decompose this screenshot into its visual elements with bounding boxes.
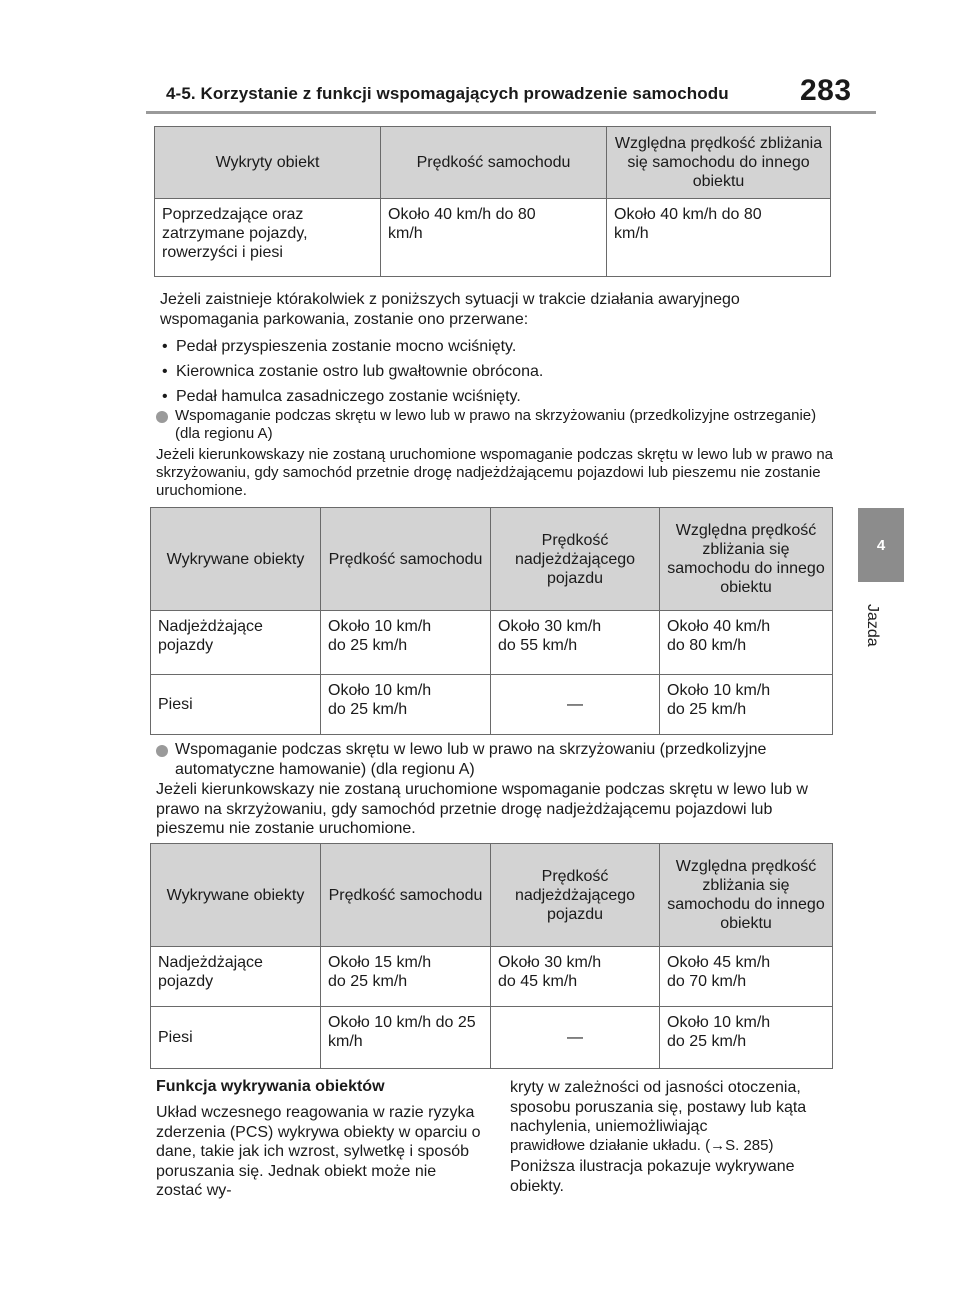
table-cell: Około 10 km/h do 25 km/h — [321, 675, 491, 735]
table-cell: Około 10 km/h do 25 km/h — [321, 611, 491, 675]
section-bullet-icon — [156, 745, 168, 757]
table-header-cell: Prędkość nadjeżdżającego pojazdu — [491, 844, 660, 947]
table-header-cell: Prędkość samochodu — [321, 844, 491, 947]
interruption-conditions — [160, 337, 543, 412]
table-header-cell: Wykrywane obiekty — [151, 508, 321, 611]
table-header-cell: Prędkość samochodu — [381, 127, 607, 199]
table-header-cell: Prędkość nadjeżdżającego pojazdu — [491, 508, 660, 611]
section-heading-detection: Funkcja wykrywania obiektów — [156, 1078, 385, 1095]
speed-table-braking — [150, 843, 833, 1069]
chapter-tab[interactable] — [858, 508, 904, 582]
table-header-cell: Względna prędkość zbliżania się samochodu do innego obiektu — [607, 127, 831, 199]
table-cell: Nadjeżdżające pojazdy — [151, 947, 321, 1007]
table-cell: Poprzedzające oraz zatrzymane pojazdy, rowerzyści i piesi — [155, 199, 381, 277]
table-cell: Piesi — [151, 675, 321, 735]
table-cell: Około 15 km/h do 25 km/h — [321, 947, 491, 1007]
header-divider — [146, 111, 876, 114]
table-cell: Nadjeżdżające pojazdy — [151, 611, 321, 675]
list-item: • Kierownica zostanie ostro lub gwałtownie obrócona. — [160, 362, 543, 387]
list-item: • Pedał hamulca zasadniczego zostanie wciśnięty. — [160, 387, 543, 412]
table-header-cell: Względna prędkość zbliżania się samochodu do innego obiektu — [660, 508, 833, 611]
section-heading-braking: Wspomaganie podczas skrętu w lewo lub w prawo na skrzyżowaniu (przedkolizyjne automatyczne hamowanie) (dla regionu A) — [175, 741, 767, 778]
table-header-cell: Względna prędkość zbliżania się samochodu do innego obiektu — [660, 844, 833, 947]
table-header-cell: Wykrywane obiekty — [151, 844, 321, 947]
section-heading-warning: Wspomaganie podczas skrętu w lewo lub w prawo na skrzyżowaniu (przedkolizyjne ostrzeganie) (dla regionu A) — [175, 407, 817, 442]
table-cell: Około 40 km/h do 80 km/h — [607, 199, 831, 277]
section-body-braking: Jeżeli kierunkowskazy nie zostaną uruchomione wspomaganie podczas skrętu w lewo lub w prawo na skrzyżowaniu, gdy samochód przetnie drogę nadjeżdżającemu pojazdowi lub pieszemu nie zostanie uruchomione. — [156, 781, 808, 837]
detection-body-right-1: kryty w zależności od jasności otoczenia, sposobu poruszania się, postawy lub kąta nachylenia, uniemożliwiając — [510, 1079, 807, 1135]
table-header-cell: Wykryty obiekt — [155, 127, 381, 199]
section-bullet-icon — [156, 411, 168, 423]
list-item: • Pedał przyspieszenia zostanie mocno wciśnięty. — [160, 337, 543, 362]
speed-table-general — [154, 126, 831, 277]
table-cell: Około 30 km/h do 55 km/h — [491, 611, 660, 675]
table-cell: Piesi — [151, 1007, 321, 1069]
section-body-warning: Jeżeli kierunkowskazy nie zostaną uruchomione wspomaganie podczas skrętu w lewo lub w prawo na skrzyżowaniu, gdy samochód przetnie drogę nadjeżdżającemu pojazdowi lub pieszemu nie zostanie uruchomione. — [156, 446, 834, 499]
page-header-title: 4-5. Korzystanie z funkcji wspomagających prowadzenie samochodu — [166, 84, 729, 103]
table-cell: — — [491, 1007, 660, 1069]
table-header-cell: Prędkość samochodu — [321, 508, 491, 611]
table-cell: Około 10 km/h do 25 km/h — [660, 675, 833, 735]
interruption-intro: Jeżeli zaistnieje którakolwiek z poniższych sytuacji w trakcie działania awaryjnego wspomagania parkowania, zostanie ono przerwane: — [160, 291, 740, 328]
detection-body-right-3: Poniższa ilustracja pokazuje wykrywane obiekty. — [510, 1158, 795, 1195]
table-cell: Około 40 km/h do 80 km/h — [381, 199, 607, 277]
table-cell: Około 10 km/h do 25 km/h — [321, 1007, 491, 1069]
detection-body-right-2: prawidłowe działanie układu. (→S. 285) — [510, 1137, 774, 1154]
chapter-number: 4 — [876, 536, 886, 554]
table-cell: Około 30 km/h do 45 km/h — [491, 947, 660, 1007]
speed-table-warning — [150, 507, 833, 735]
page-number: 283 — [800, 74, 852, 107]
detection-body-left: Układ wczesnego reagowania w razie ryzyka zderzenia (PCS) wykrywa obiekty w oparciu o dane, takie jak ich wzrost, sylwetkę i sposób poruszania się. Jednak obiekt może nie zostać wy- — [156, 1104, 481, 1199]
table-cell: — — [491, 675, 660, 735]
table-cell: Około 40 km/h do 80 km/h — [660, 611, 833, 675]
chapter-label: Jazda — [864, 604, 881, 647]
table-cell: Około 45 km/h do 70 km/h — [660, 947, 833, 1007]
table-cell: Około 10 km/h do 25 km/h — [660, 1007, 833, 1069]
